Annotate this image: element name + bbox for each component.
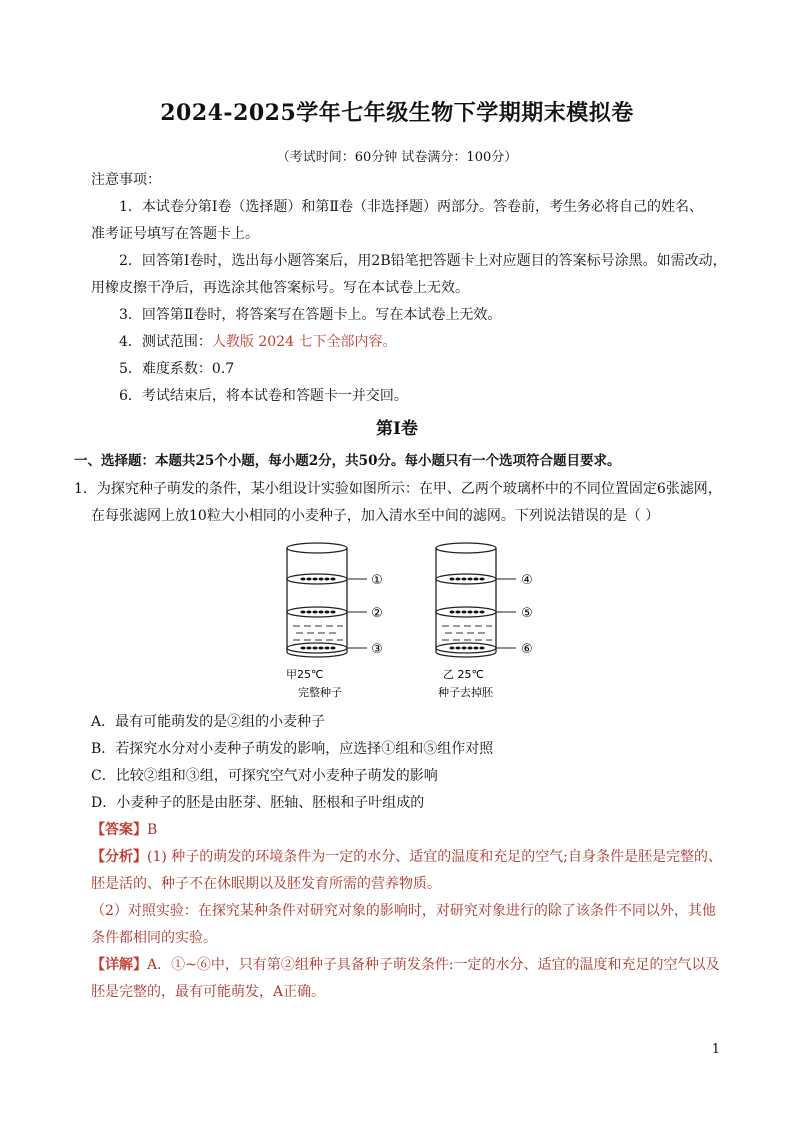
- question-stem-line-2: 在每张滤网上放10粒大小相同的小麦种子，加入清水至中间的滤网。下列说法错误的是（ ）: [91, 508, 660, 524]
- beaker-yi: [436, 543, 533, 699]
- detail-line-1: [91, 955, 720, 975]
- marker-3: ③: [371, 642, 383, 657]
- beaker-jia: [286, 543, 383, 699]
- option-d: D．小麦种子的胚是由胚芽、胚轴、胚根和子叶组成的: [91, 795, 425, 811]
- option-c: C．比较②组和③组，可探究空气对小麦种子萌发的影响: [91, 768, 438, 784]
- note-3: 3．回答第Ⅱ卷时，将答案写在答题卡上。写在本试卷上无效。: [119, 307, 502, 323]
- marker-1: ①: [371, 573, 383, 588]
- option-b: B．若探究水分对小麦种子萌发的影响，应选择①组和⑤组作对照: [91, 741, 494, 757]
- analysis-line-3: （2）对照实验：在探究某种条件对研究对象的影响时，对研究对象进行的除了该条件不同以外，其他: [91, 903, 716, 919]
- experiment-figure: [260, 536, 550, 704]
- question-stem-line-1: 1．为探究种子萌发的条件，某小组设计实验如图所示：在甲、乙两个玻璃杯中的不同位置固定6张滤网，: [74, 481, 722, 497]
- beaker-jia-caption: 完整种子: [298, 686, 342, 699]
- beaker-yi-label: 乙 25℃: [443, 668, 484, 681]
- marker-4: ④: [521, 573, 533, 588]
- note-1-line-2: 准考证号填写在答题卡上。: [91, 226, 259, 242]
- marker-5: ⑤: [521, 606, 533, 621]
- note-4: [119, 332, 396, 352]
- notes-heading: 注意事项：: [91, 172, 161, 188]
- note-4-prefix: 4．测试范围：: [119, 334, 212, 350]
- detail-tag: 【详解】: [91, 957, 147, 973]
- analysis-line-1: [91, 847, 722, 867]
- answer-value: B: [147, 822, 158, 838]
- answer-tag: 【答案】: [91, 822, 147, 838]
- note-6: 6．考试结束后，将本试卷和答题卡一并交回。: [119, 388, 408, 404]
- analysis-line-4: 条件都相同的实验。: [91, 930, 217, 946]
- beaker-jia-label: 甲25℃: [286, 668, 324, 681]
- section-title: 第Ⅰ卷: [376, 419, 418, 439]
- option-a: A．最有可能萌发的是②组的小麦种子: [91, 714, 326, 730]
- exam-info: （考试时间：60分钟 试卷满分：100分）: [276, 150, 518, 165]
- note-5: 5．难度系数：0.7: [119, 361, 235, 377]
- marker-2: ②: [371, 606, 383, 621]
- note-2-line-2: 用橡皮擦干净后，再选涂其他答案标号。写在本试卷上无效。: [91, 280, 469, 296]
- answer-line: [91, 820, 157, 840]
- marker-6: ⑥: [521, 642, 533, 657]
- note-1-line-1: 1．本试卷分第Ⅰ卷（选择题）和第Ⅱ卷（非选择题）两部分。答卷前，考生务必将自己的姓名、: [119, 199, 703, 215]
- beaker-yi-caption: 种子去掉胚: [438, 686, 493, 699]
- page-title: 2024-2025学年七年级生物下学期期末模拟卷: [160, 100, 634, 126]
- note-4-scope: 人教版 2024 七下全部内容。: [211, 334, 397, 350]
- analysis-tag: 【分析】: [91, 849, 147, 865]
- note-2-line-1: 2．回答第Ⅰ卷时，选出每小题答案后，用2B铅笔把答题卡上对应题目的答案标号涂黑。如需改动，: [119, 253, 727, 269]
- detail-text-1: A．①~⑥中，只有第②组种子具备种子萌发条件:一定的水分、适宜的温度和充足的空气以及: [147, 957, 720, 973]
- part-heading: 一、选择题：本题共25个小题，每小题2分，共50分。每小题只有一个选项符合题目要求。: [74, 453, 621, 469]
- detail-line-2: 胚是完整的，最有可能萌发，A正确。: [91, 984, 326, 1000]
- analysis-text-1: (1) 种子的萌发的环境条件为一定的水分、适宜的温度和充足的空气;自身条件是胚是完整的、: [147, 849, 722, 865]
- page-number: 1: [711, 1042, 720, 1057]
- analysis-line-2: 胚是活的、种子不在休眠期以及胚发育所需的营养物质。: [91, 876, 441, 892]
